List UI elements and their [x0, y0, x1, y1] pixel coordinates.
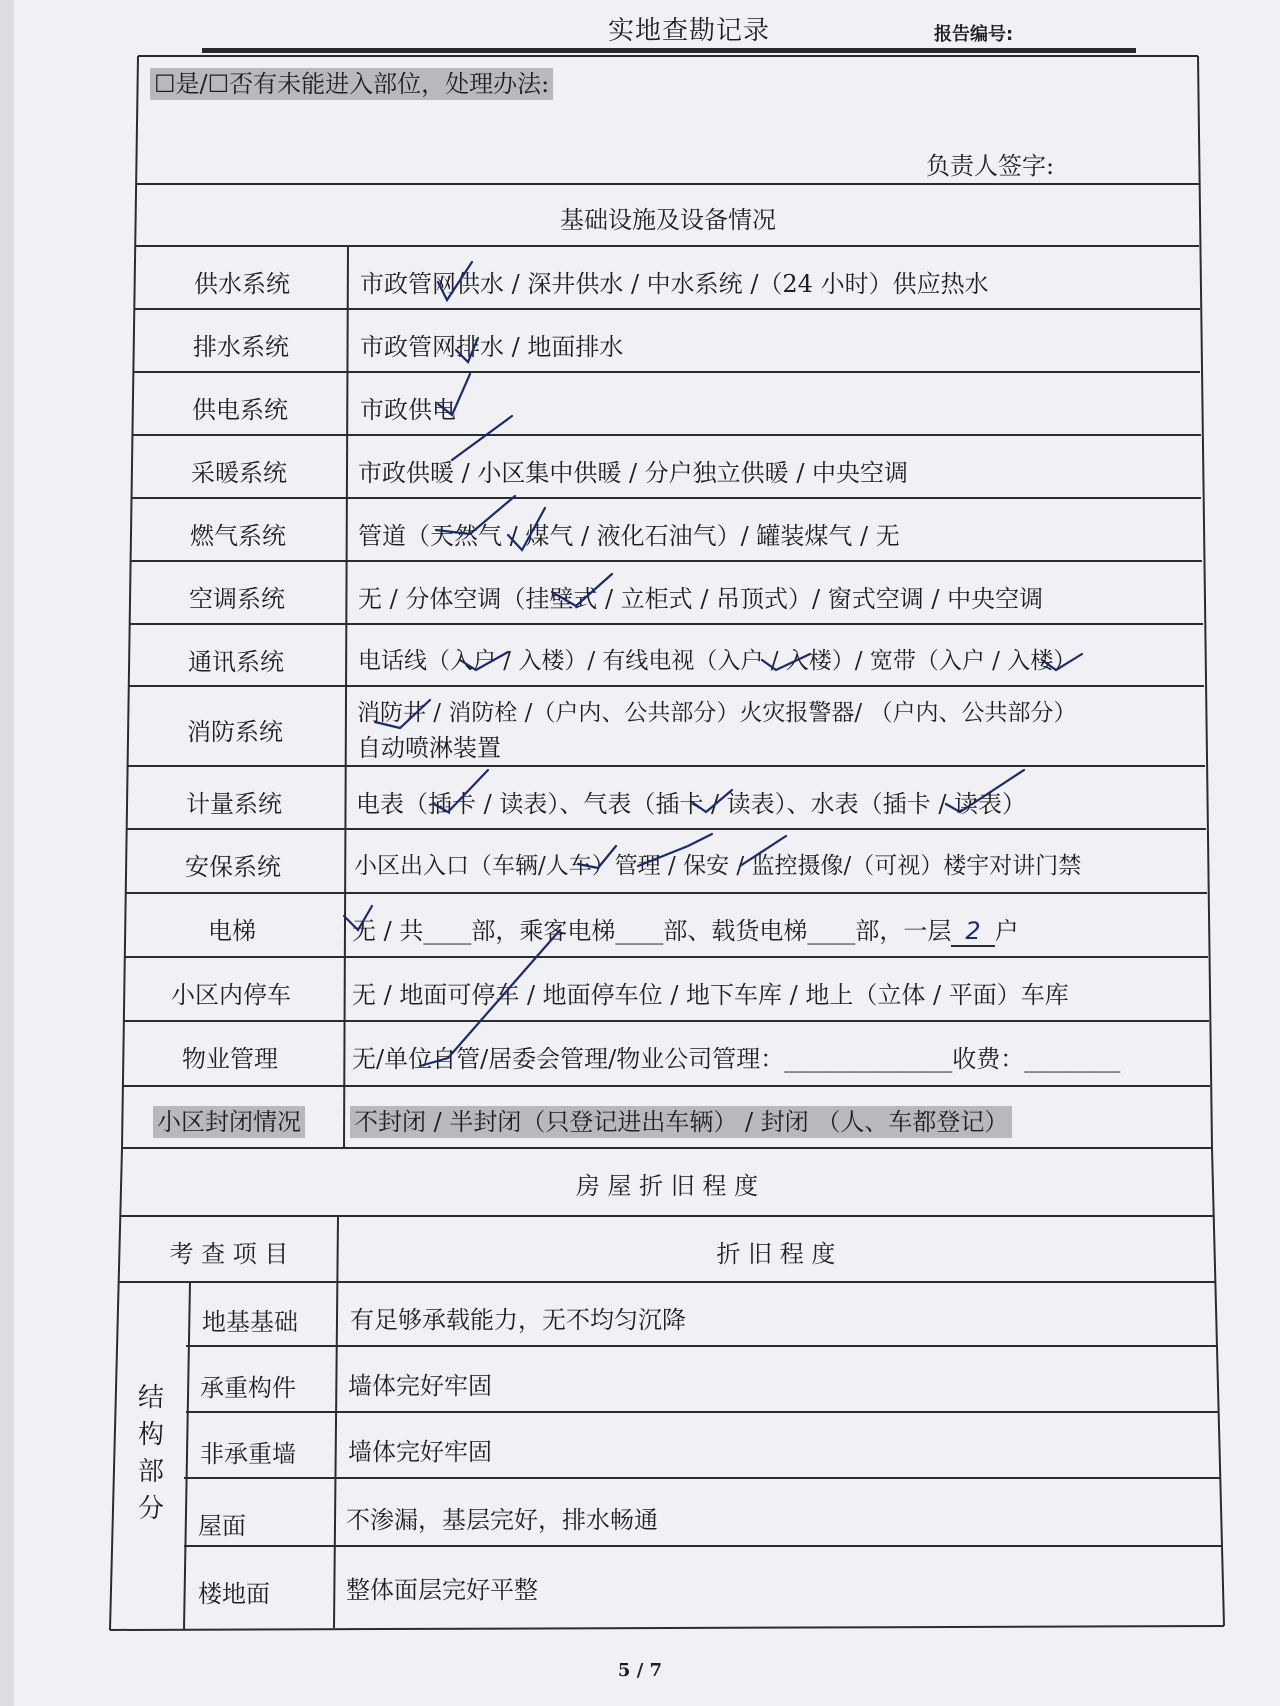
dep-degree-foundation: 有足够承载能力，无不均匀沉降 — [350, 1306, 686, 1334]
dep-item-floor: 楼地面 — [198, 1580, 270, 1608]
dep-degree-nonbearing: 墙体完好牢固 — [348, 1438, 492, 1466]
dep-item-foundation: 地基基础 — [202, 1308, 298, 1336]
col-header-degree: 折 旧 程 度 — [716, 1240, 836, 1268]
facilities-heading: 基础设施及设备情况 — [560, 206, 776, 234]
page-title: 实地查勘记录 — [608, 16, 771, 46]
dep-item-bearing: 承重构件 — [200, 1374, 296, 1402]
row-value-fire: 消防井 / 消防栓 /（户内、公共部分）火灾报警器/ （户内、公共部分） — [357, 700, 1077, 726]
row-label-elevator: 电梯 — [208, 917, 256, 945]
dep-degree-roof: 不渗漏，基层完好，排水畅通 — [346, 1506, 658, 1534]
row-label-heating: 采暖系统 — [191, 459, 287, 487]
row-label-metering: 计量系统 — [186, 790, 282, 818]
dep-degree-bearing: 墙体完好牢固 — [348, 1372, 492, 1400]
row-label-enclosure: 小区封闭情况 — [123, 1102, 335, 1137]
row-value-heating: 市政供暖 / 小区集中供暖 / 分户独立供暖 / 中央空调 — [358, 459, 909, 487]
row-value-enclosure: 不封闭 / 半封闭（只登记进出车辆） / 封闭 （人、车都登记） — [350, 1102, 1012, 1137]
signature-label: 负责人签字: — [926, 152, 1055, 180]
row-value-drainage: 市政管网排水 / 地面排水 — [360, 333, 624, 361]
row-label-drainage: 排水系统 — [193, 333, 289, 361]
row-value-property-mgmt: 无/单位自管/居委会管理/物业公司管理：______________收费：________ — [352, 1045, 1121, 1073]
page-number: 5 / 7 — [617, 1660, 663, 1681]
handwritten-floor-count: 2 — [951, 917, 994, 947]
depreciation-heading: 房 屋 折 旧 程 度 — [575, 1172, 759, 1200]
row-label-ac: 空调系统 — [189, 585, 285, 613]
row-label-security: 安保系统 — [185, 853, 281, 881]
row-value-parking: 无 / 地面可停车 / 地面停车位 / 地下车库 / 地上（立体 / 平面）车库 — [352, 981, 1069, 1009]
row-value-metering: 电表（插卡 / 读表）、气表（插卡 / 读表）、水表（插卡 / 读表） — [356, 790, 1027, 818]
row-value-security: 小区出入口（车辆/人车）管理 / 保安 / 监控摄像/（可视）楼宇对讲门禁 — [354, 853, 1082, 879]
row-label-fire: 消防系统 — [187, 718, 283, 746]
row-value-gas: 管道（天然气 / 煤气 / 液化石油气）/ 罐装煤气 / 无 — [358, 522, 900, 550]
row-value-telecom: 电话线（入户 / 入楼）/ 有线电视（入户 / 入楼）/ 宽带（入户 / 入楼） — [358, 648, 1077, 674]
row-value-ac: 无 / 分体空调（挂壁式 / 立柜式 / 吊顶式）/ 窗式空调 / 中央空调 — [358, 585, 1044, 613]
report-number-label: 报告编号: — [934, 24, 1014, 45]
row-label-parking: 小区内停车 — [171, 981, 291, 1009]
access-question: ☐是/☐否有未能进入部位，处理办法: — [150, 64, 553, 99]
dep-item-roof: 屋面 — [198, 1512, 246, 1540]
group-label-structure: 结 构 部 分 — [137, 1383, 164, 1524]
row-value-water: 市政管网供水 / 深井供水 / 中水系统 /（24 小时）供应热水 — [360, 270, 989, 298]
row-label-gas: 燃气系统 — [190, 522, 286, 550]
row-label-power: 供电系统 — [192, 396, 288, 424]
row-value-power: 市政供电 — [360, 396, 456, 424]
row-value-elevator: 无 / 共____部，乘客电梯____部、载货电梯____部，一层 2 户 — [352, 917, 1019, 945]
row-value-fire-2: 自动喷淋装置 — [357, 734, 501, 762]
row-label-property-mgmt: 物业管理 — [182, 1045, 278, 1073]
col-header-item: 考 查 项 目 — [169, 1240, 289, 1268]
dep-item-nonbearing: 非承重墙 — [200, 1440, 296, 1468]
dep-degree-floor: 整体面层完好平整 — [346, 1576, 538, 1604]
row-label-water: 供水系统 — [194, 270, 290, 298]
row-label-telecom: 通讯系统 — [188, 648, 284, 676]
